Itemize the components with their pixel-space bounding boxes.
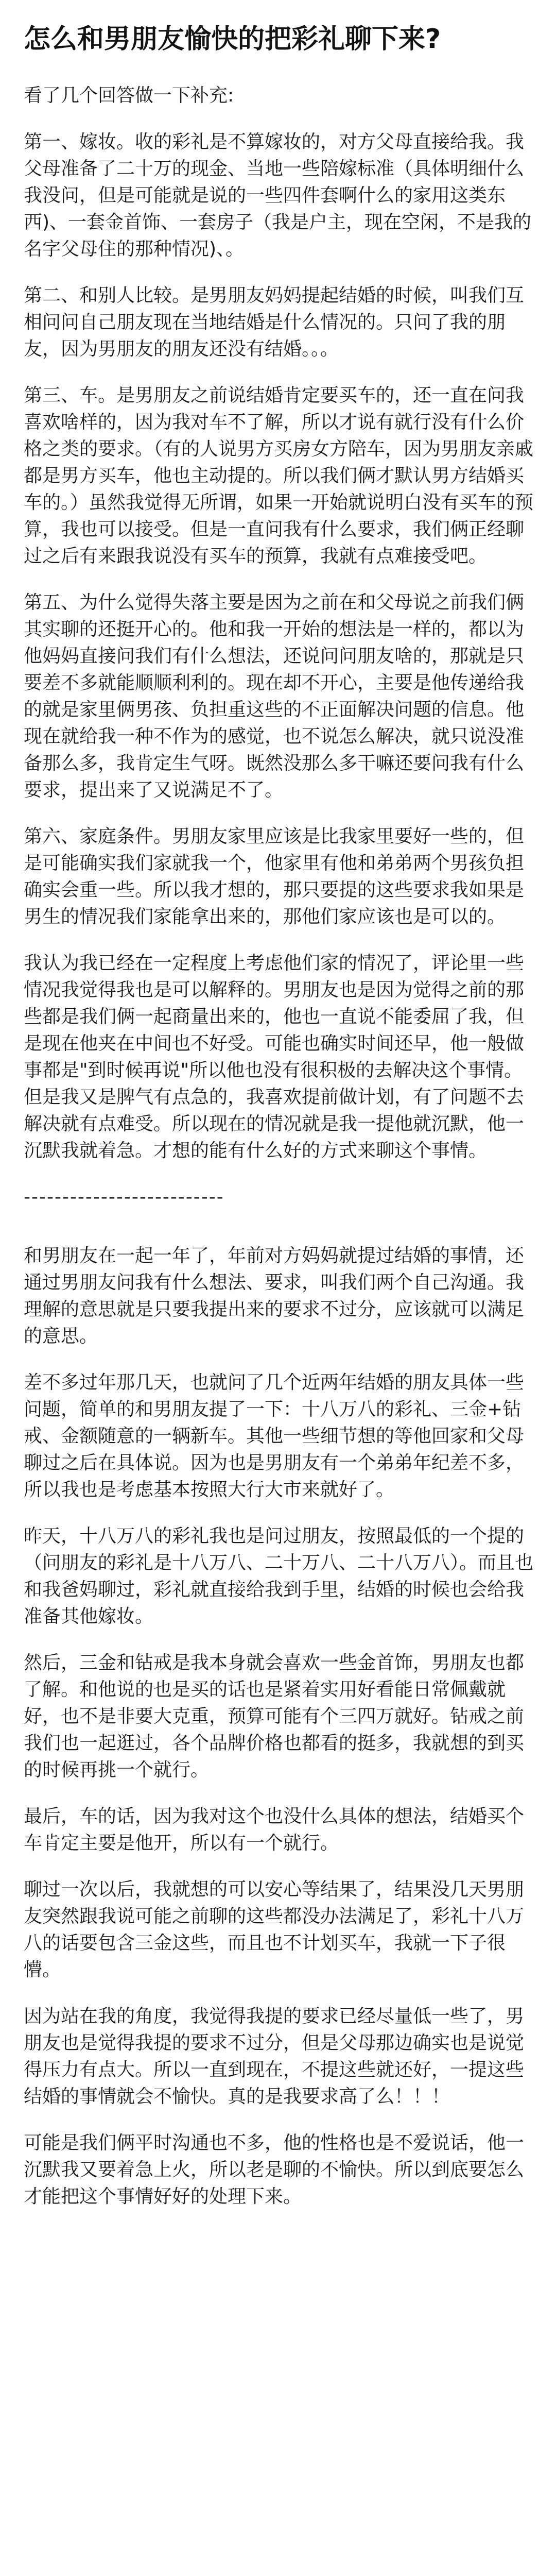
answer-paragraph-comparison: 第二、和别人比较。是男朋友妈妈提起结婚的时候，叫我们互相问问自己朋友现在当地结婚是什么情况的。只问了我的朋友，因为男朋友的朋友还没有结婚。。。 <box>24 285 525 360</box>
answer-paragraph-intro: 看了几个回答做一下补充: <box>24 85 234 106</box>
answer-content <box>24 82 533 2230</box>
question-title: 怎么和男朋友愉快的把彩礼聊下来? <box>24 24 441 55</box>
answer-paragraph-bride-price: 昨天，十八万八的彩礼我也是问过朋友，按照最低的一个提的（问朋友的彩礼是十八万八、二十万八、二十八万八）。而且也和我爸妈聊过，彩礼就直接给我到手里，结婚的时候也会给我准备其他嫁妆。 <box>24 1526 534 1627</box>
answer-paragraph-reversal: 聊过一次以后，我就想的可以安心等结果了，结果没几天男朋友突然跟我说可能之前聊的这些都没办法满足了，彩礼十八万八的话要包含三金这些，而且也不计划买车，我就一下子很懵。 <box>24 1879 525 1980</box>
answer-paragraph-perspective: 因为站在我的角度，我觉得我提的要求已经尽量低一些了，男朋友也是觉得我提的要求不过分，但是父母那边确实也是说觉得压力有点大。所以一直到现在，不提这些就还好，一提这些结婚的事情就会不愉快。真的是我要求高了么！！！ <box>24 2006 525 2107</box>
answer-paragraph-summary: 我认为我已经在一定程度上考虑他们家的情况了，评论里一些情况我觉得我也是可以解释的。男朋友也是因为觉得之前的那些都是我们俩一起商量出来的，他也一直说不能委屈了我，但是现在他夹在中间也不好受。可能也确实时间还早，他一般做事都是"到时候再说"所以他也没有很积极的去解决这个事情。但是我又是脾气有点急的，我喜欢提前做计划，有了问题不去解决就有点难受。所以现在的情况就是我一提他就沉默，他一沉默我就着急。才想的能有什么好的方式来聊这个事情。 <box>24 953 525 1161</box>
answer-paragraph-requests: 差不多过年那几天，也就问了几个近两年结婚的朋友具体一些问题，简单的和男朋友提了一下：十八万八的彩礼、三金+钻戒、金额随意的一辆新车。其他一些细节想的等他回家和父母聊过之后在具体说。因为也是男朋友有一个弟弟年纪差不多，所以我也是考虑基本按照大行大市来就好了。 <box>24 1372 525 1500</box>
answer-paragraph-question: 可能是我们俩平时沟通也不多，他的性格也是不爱说话，他一沉默我又要着急上火，所以老是聊的不愉快。所以到底要怎么才能把这个事情好好的处理下来。 <box>24 2132 525 2207</box>
section-divider: -------------------------- <box>24 1187 224 1208</box>
answer-paragraph-jewelry: 然后，三金和钻戒是我本身就会喜欢一些金首饰，男朋友也都了解。和他说的也是买的话也是紧着实用好看能日常佩戴就好，也不是非要大克重，预算可能有个三四万就好。钻戒之前我们也一起逛过，各个品牌价格也都看的挺多，我就想的到买的时候再挑一个就行。 <box>24 1652 525 1781</box>
answer-paragraph-disappointment: 第五、为什么觉得失落主要是因为之前在和父母说之前我们俩其实聊的还挺开心的。他和我一开始的想法是一样的，都以为他妈妈直接问我们有什么想法，还说问问朋友啥的，那就是只要差不多就能顺顺利利的。现在却不开心，主要是他传递给我的就是家里俩男孩、负担重这些的不正面解决问题的信息。他现在就给我一种不作为的感觉，也不说怎么解决，就只说没准备那么多，我肯定生气呀。既然没那么多干嘛还要问我有什么要求，提出来了又说满足不了。 <box>24 592 525 801</box>
answer-paragraph-background: 和男朋友在一起一年了，年前对方妈妈就提过结婚的事情，还通过男朋友问我有什么想法、要求，叫我们两个自己沟通。我理解的意思就是只要我提出来的要求不过分，应该就可以满足的意思。 <box>24 1245 525 1347</box>
answer-paragraph-new-car: 最后，车的话，因为我对这个也没什么具体的想法，结婚买个车肯定主要是他开，所以有一个就行。 <box>24 1806 525 1854</box>
answer-paragraph-dowry: 第一、嫁妆。收的彩礼是不算嫁妆的，对方父母直接给我。我父母准备了二十万的现金、当地一些陪嫁标准（具体明细什么我没问，但是可能就是说的一些四件套啊什么的家用这类东西)、一套金首饰、一套房子（我是户主，现在空闲，不是我的名字父母住的那种情况)、。 <box>24 131 532 260</box>
answer-paragraph-car: 第三、车。是男朋友之前说结婚肯定要买车的，还一直在问我喜欢啥样的，因为我对车不了解，所以才说有就行没有什么价格之类的要求。（有的人说男方买房女方陪车，因为男朋友亲戚都是男方买车，他也主动提的。所以我们俩才默认男方结婚买车的。）虽然我觉得无所谓，如果一开始就说明白没有买车的预算，我也可以接受。但是一直问我有什么要求，我们俩正经聊过之后有来跟我说没有买车的预算，我就有点难接受吧。 <box>24 385 534 567</box>
answer-paragraph-family: 第六、家庭条件。男朋友家里应该是比我家里要好一些的，但是可能确实我们家就我一个，他家里有他和弟弟两个男孩负担确实会重一些。所以我才想的，那只要提的这些要求我如果是男生的情况我们家能拿出来的，那他们家应该也是可以的。 <box>24 826 525 927</box>
